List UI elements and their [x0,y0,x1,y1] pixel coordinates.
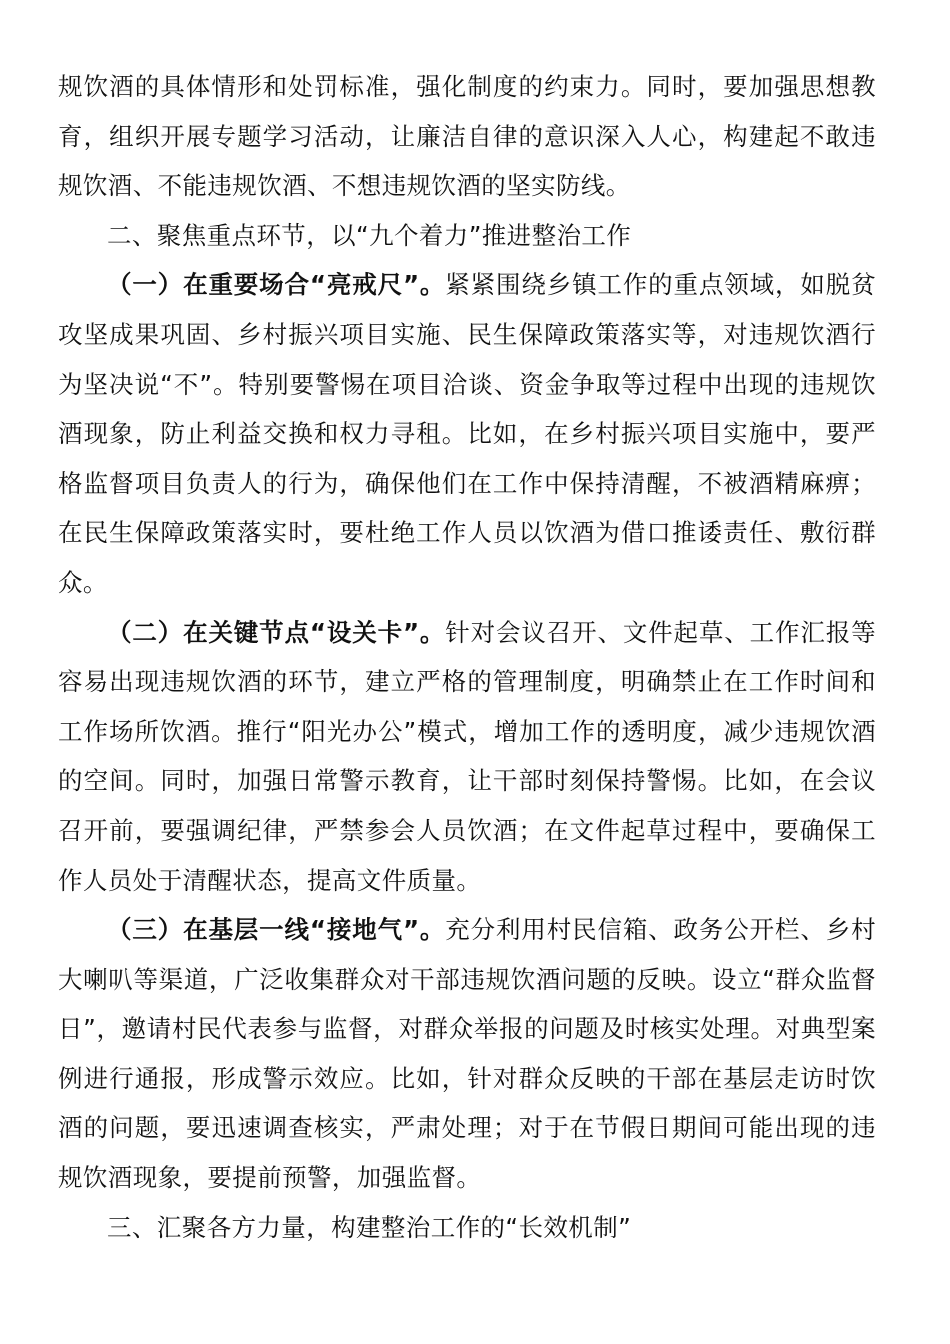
paragraph-text: 充分利用村民信箱、政务公开栏、乡村大喇叭等渠道，广泛收集群众对干部违规饮酒问题的反映。设立“群众监督日”，邀请村民代表参与监督，对群众举报的问题及时核实处理。对典型案例进行通报，形成警示效应。比如，针对群众反映的干部在基层走访时饮酒的问题，要迅速调查核实，严肃处理；对于在节假日期间可能出现的违规饮酒现象，要提前预警，加强监督。 [58,915,876,1193]
subsection-three [58,905,876,1203]
section-heading-two [58,211,876,261]
subsection-heading: （二）在关键节点“设关卡”。 [107,617,446,647]
paragraph-text: 规饮酒的具体情形和处罚标准，强化制度的约束力。同时，要加强思想教育，组织开展专题学习活动，让廉洁自律的意识深入人心，构建起不敢违规饮酒、不能违规饮酒、不想违规饮酒的坚实防线。 [58,72,876,201]
section-heading-text: 三、汇聚各方力量，构建整治工作的“长效机制” [107,1212,632,1242]
subsection-heading: （三）在基层一线“接地气”。 [107,915,446,945]
subsection-heading: （一）在重要场合“亮戒尺”。 [107,270,446,300]
subsection-two [58,608,876,906]
section-heading-text: 二、聚焦重点环节，以“九个着力”推进整治工作 [107,220,632,250]
document-body [58,62,876,1252]
section-heading-three [58,1203,876,1253]
subsection-one [58,260,876,607]
paragraph-text: 紧紧围绕乡镇工作的重点领域，如脱贫攻坚成果巩固、乡村振兴项目实施、民生保障政策落实等，对违规饮酒行为坚决说“不”。特别要警惕在项目洽谈、资金争取等过程中出现的违规饮酒现象，防止利益交换和权力寻租。比如，在乡村振兴项目实施中，要严格监督项目负责人的行为，确保他们在工作中保持清醒，不被酒精麻痹；在民生保障政策落实时，要杜绝工作人员以饮酒为借口推诿责任、敷衍群众。 [58,270,876,597]
paragraph-text: 针对会议召开、文件起草、工作汇报等容易出现违规饮酒的环节，建立严格的管理制度，明确禁止在工作时间和工作场所饮酒。推行“阳光办公”模式，增加工作的透明度，减少违规饮酒的空间。同时，加强日常警示教育，让干部时刻保持警惕。比如，在会议召开前，要强调纪律，严禁参会人员饮酒；在文件起草过程中，要确保工作人员处于清醒状态，提高文件质量。 [58,617,876,895]
paragraph-continuation [58,62,876,211]
